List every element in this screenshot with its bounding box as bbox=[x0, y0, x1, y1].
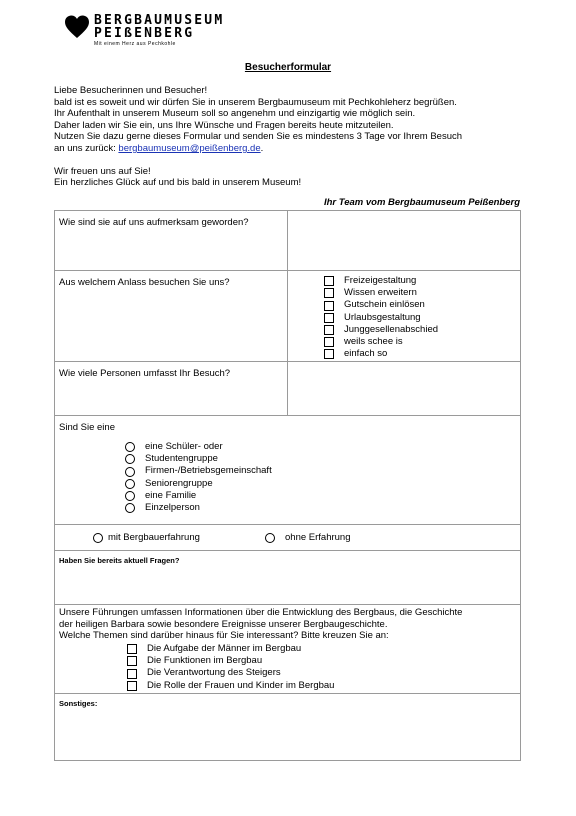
radio-icon[interactable] bbox=[125, 479, 135, 489]
checkbox-option[interactable]: Freizeigestaltung bbox=[324, 275, 520, 287]
checkbox-icon[interactable] bbox=[324, 301, 334, 311]
visitor-form bbox=[54, 210, 521, 761]
form-row-topics bbox=[55, 605, 520, 694]
form-row-other[interactable] bbox=[55, 694, 520, 760]
page-title: Besucherformular bbox=[244, 62, 332, 73]
radio-option[interactable]: mit Bergbauerfahrung bbox=[93, 532, 200, 543]
checkbox-option[interactable]: einfach so bbox=[324, 348, 520, 360]
greeting: Liebe Besucherinnen und Besucher! bbox=[54, 85, 208, 96]
question-persons: Wie viele Personen umfasst Ihr Besuch? bbox=[55, 362, 288, 415]
checkbox-option[interactable]: Die Verantwortung des Steigers bbox=[127, 667, 334, 679]
intro-line: Nutzen Sie dazu gerne dieses Formular und senden Sie es mindestens 3 Tage vor Ihrem Besuch bbox=[54, 131, 463, 143]
radio-icon[interactable] bbox=[125, 454, 135, 464]
group-type-options bbox=[125, 441, 272, 514]
radio-option[interactable]: eine Schüler- oder bbox=[125, 441, 272, 453]
form-row-experience bbox=[55, 525, 520, 551]
checkbox-icon[interactable] bbox=[324, 337, 334, 347]
topics-options bbox=[127, 643, 334, 692]
question-occasion: Aus welchem Anlass besuchen Sie uns? bbox=[55, 271, 288, 361]
checkbox-option[interactable]: Urlaubsgestaltung bbox=[324, 312, 520, 324]
checkbox-icon[interactable] bbox=[127, 644, 137, 654]
logo-line-2: PEIßENBERG bbox=[94, 26, 195, 41]
question-group-type: Sind Sie eine bbox=[59, 422, 115, 433]
checkbox-icon[interactable] bbox=[324, 349, 334, 359]
radio-icon[interactable] bbox=[93, 533, 103, 543]
checkbox-icon[interactable] bbox=[324, 276, 334, 286]
checkbox-icon[interactable] bbox=[127, 656, 137, 666]
email-link[interactable]: bergbaumuseum@peißenberg.de bbox=[118, 142, 261, 154]
intro-text bbox=[54, 85, 524, 189]
answer-attention-field[interactable] bbox=[288, 211, 520, 270]
checkbox-option[interactable]: Gutschein einlösen bbox=[324, 299, 520, 311]
signature: Ihr Team vom Bergbaumuseum Peißenberg bbox=[323, 197, 520, 208]
checkbox-icon[interactable] bbox=[127, 669, 137, 679]
form-row-persons bbox=[55, 362, 520, 416]
intro-line: Ihr Aufenthalt in unserem Museum soll so angenehm und einzigartig wie möglich sein. bbox=[54, 108, 416, 120]
checkbox-option[interactable]: Junggesellenabschied bbox=[324, 324, 520, 336]
logo-tagline: Mit einem Herz aus Pechkohle bbox=[94, 41, 176, 47]
form-row-questions bbox=[55, 551, 520, 605]
intro-line: bald ist es soweit und wir dürfen Sie in unserem Bergbaumuseum mit Pechkohleherz begrüßen. bbox=[54, 96, 457, 108]
checkbox-option[interactable]: Wissen erweitern bbox=[324, 287, 520, 299]
checkbox-option[interactable]: Die Rolle der Frauen und Kinder im Bergbau bbox=[127, 680, 334, 692]
topics-intro bbox=[59, 607, 519, 642]
topics-text: der heiligen Barbara sowie besondere Ereignisse unserer Bergbaugeschichte. bbox=[59, 618, 388, 630]
occasion-options bbox=[288, 271, 520, 361]
question-other: Sonstiges: bbox=[59, 699, 98, 708]
radio-option[interactable]: Einzelperson bbox=[125, 502, 272, 514]
topics-text: Welche Themen sind darüber hinaus für Sie interessant? Bitte kreuzen Sie an: bbox=[59, 630, 389, 642]
checkbox-icon[interactable] bbox=[324, 288, 334, 298]
radio-icon[interactable] bbox=[125, 503, 135, 513]
intro-line: Daher laden wir Sie ein, uns Ihre Wünsche und Fragen bereits heute mitzuteilen. bbox=[54, 119, 394, 131]
checkbox-icon[interactable] bbox=[324, 325, 334, 335]
form-row-attention bbox=[55, 211, 520, 271]
closing-line: Wir freuen uns auf Sie! bbox=[54, 165, 151, 177]
checkbox-option[interactable]: Die Aufgabe der Männer im Bergbau bbox=[127, 643, 334, 655]
heart-icon bbox=[64, 14, 90, 40]
checkbox-icon[interactable] bbox=[127, 681, 137, 691]
question-attention: Wie sind sie auf uns aufmerksam geworden? bbox=[55, 211, 288, 270]
radio-icon[interactable] bbox=[125, 442, 135, 452]
radio-option[interactable]: Seniorengruppe bbox=[125, 478, 272, 490]
question-current: Haben Sie bereits aktuell Fragen? bbox=[59, 556, 180, 565]
checkbox-option[interactable]: Die Funktionen im Bergbau bbox=[127, 655, 334, 667]
radio-icon[interactable] bbox=[125, 467, 135, 477]
form-row-group-type bbox=[55, 416, 520, 525]
radio-option[interactable]: Studentengruppe bbox=[125, 453, 272, 465]
radio-option[interactable]: Firmen-/Betriebsgemeinschaft bbox=[125, 465, 272, 477]
logo-line-1: BERGBAUMUSEUM bbox=[94, 13, 225, 28]
form-row-occasion bbox=[55, 271, 520, 362]
checkbox-icon[interactable] bbox=[324, 313, 334, 323]
radio-option[interactable]: eine Familie bbox=[125, 490, 272, 502]
intro-line-email: an uns zurück: bergbaumuseum@peißenberg.de. bbox=[54, 142, 264, 154]
radio-icon[interactable] bbox=[125, 491, 135, 501]
radio-option[interactable]: ohne Erfahrung bbox=[265, 532, 351, 543]
checkbox-option[interactable]: weils schee is bbox=[324, 336, 520, 348]
museum-logo bbox=[64, 14, 224, 47]
topics-text: Unsere Führungen umfassen Informationen über die Entwicklung des Bergbaus, die Geschichte bbox=[59, 607, 463, 618]
closing-line: Ein herzliches Glück auf und bis bald in unserem Museum! bbox=[54, 177, 302, 189]
radio-icon[interactable] bbox=[265, 533, 275, 543]
answer-persons-field[interactable] bbox=[288, 362, 520, 415]
